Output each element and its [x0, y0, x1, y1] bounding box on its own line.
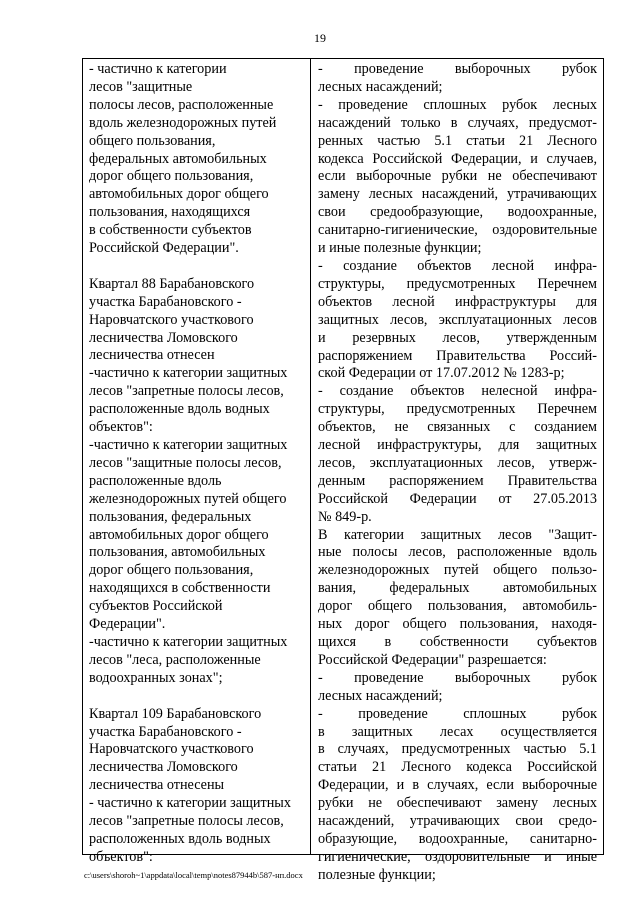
left-text-line: -частично к категории защитных	[89, 365, 288, 382]
right-text-line: Российской Федерации" разрешается:	[318, 651, 547, 668]
right-text-line: - проведение сплошных рубок лесных	[318, 96, 597, 113]
left-text-line: объектов":	[89, 848, 153, 865]
right-text-line: если выборочные рубки не обеспечивают	[318, 168, 597, 185]
left-text-line: федеральных автомобильных	[89, 150, 267, 167]
left-text-line: Наровчатского участкового	[89, 311, 254, 328]
left-text-line: лесничества отнесены	[89, 777, 225, 794]
left-text-line: Федерации".	[89, 616, 166, 633]
right-text-line: Федерации, и в случаях, если выборочные	[318, 777, 597, 794]
paragraph-gap	[89, 258, 306, 276]
left-text-line: водоохранных зонах";	[89, 669, 223, 686]
left-text-line: - частично к категории защитных	[89, 795, 291, 812]
left-text-line: вдоль железнодорожных путей	[89, 114, 277, 131]
left-text-line: Квартал 88 Барабановского	[89, 275, 255, 292]
right-text-line: ренных частью 5.1 статьи 21 Лесного	[318, 132, 597, 149]
right-text-line: лесных насаждений;	[318, 78, 443, 95]
right-text-line: № 849-р.	[318, 508, 372, 525]
file-path-footer: c:\users\shoroh~1\appdata\local\temp\notes87944b\587-нп.docx	[84, 870, 303, 880]
left-text-line: расположенные вдоль водных	[89, 401, 270, 418]
right-text-line: и резервных лесов, утвержденным	[318, 329, 597, 346]
left-text-line: расположенных вдоль водных	[89, 830, 271, 847]
left-text-line: лесов "леса, расположенные	[89, 651, 261, 668]
left-text-line: лесничества отнесен	[89, 347, 215, 364]
left-text-line: объектов":	[89, 419, 153, 436]
right-text-line: - создание объектов нелесной инфра-	[318, 383, 597, 400]
page-number: 19	[314, 31, 326, 45]
right-text-line: статьи 21 Лесного кодекса Российской	[318, 759, 597, 776]
right-text-line: железнодорожных путей общего пользо-	[318, 562, 597, 579]
left-text-line: дорог общего пользования,	[89, 562, 254, 579]
right-text-line: ные полосы лесов, расположенные вдоль	[318, 544, 597, 561]
left-column	[83, 59, 311, 865]
left-text-line: лесов "запретные полосы лесов,	[89, 383, 284, 400]
left-text-line: пользования, автомобильных	[89, 544, 266, 561]
right-text-line: - проведение выборочных рубок	[318, 61, 597, 77]
right-text-line: объектов, не связанных с созданием	[318, 419, 597, 436]
left-text-line: Российской Федерации".	[89, 240, 239, 257]
right-text-line: дорог общего пользования, автомобиль-	[318, 598, 597, 615]
left-text-line: Квартал 109 Барабановского	[89, 705, 262, 722]
paragraph-gap	[89, 688, 306, 706]
right-text-line: лесной инфраструктуры, для защитных	[318, 437, 597, 454]
right-text-line: насаждений только в случаях, предусмот-	[318, 114, 597, 131]
left-text-line: участка Барабановского -	[89, 293, 242, 310]
right-text-line: распоряжением Правительства Россий-	[318, 347, 597, 364]
right-text-line: В категории защитных лесов "Защит-	[318, 526, 597, 543]
left-text-line: дорог общего пользования,	[89, 168, 254, 185]
left-text-line: лесничества Ломовского	[89, 329, 238, 346]
right-text-line: щихся в собственности субъектов	[318, 634, 597, 650]
right-text-line: Российской Федерации от 27.05.2013	[318, 490, 597, 507]
right-text-line: гигиенические, оздоровительные и иные	[318, 848, 597, 865]
right-text-line: образующие, водоохранные, санитарно-	[318, 830, 597, 847]
left-text-line: в собственности субъектов	[89, 222, 252, 239]
right-text-line: насаждений, утрачивающих свои средо-	[318, 813, 597, 830]
left-text-line: лесов "защитные полосы лесов,	[89, 454, 282, 471]
right-text-line: ской Федерации от 17.07.2012 № 1283-р;	[318, 365, 565, 382]
right-text-line: - проведение выборочных рубок	[318, 669, 597, 686]
right-text-line: санитарно-гигиенические, оздоровительные	[318, 222, 597, 239]
right-text-line: кодекса Российской Федерации, и случаев,	[318, 150, 597, 167]
right-text-line: денным распоряжением Правительства	[318, 472, 597, 489]
left-text-line: лесов "защитные	[89, 78, 193, 95]
right-text-line: и иные полезные функции;	[318, 240, 482, 257]
left-text-line: Наровчатского участкового	[89, 741, 254, 758]
left-text-line: расположенные вдоль	[89, 472, 222, 489]
right-text-line: полезные функции;	[318, 866, 436, 883]
left-text-line: автомобильных дорог общего	[89, 186, 269, 203]
left-text-line: - частично к категории	[89, 61, 227, 77]
left-text-line: находящихся в собственности	[89, 580, 271, 597]
right-text-line: лесов, эксплуатационных лесов, утверж-	[318, 454, 597, 471]
right-text-line: рубки не обеспечивают замену лесных	[318, 795, 597, 812]
right-text-line: защитных лесов, эксплуатационных лесов	[318, 311, 597, 328]
left-text-line: -частично к категории защитных	[89, 437, 288, 454]
right-column	[311, 59, 603, 883]
left-text-line: железнодорожных путей общего	[89, 490, 287, 507]
right-text-line: в случаях, предусмотренных частью 5.1	[318, 741, 597, 758]
left-text-line: пользования, федеральных	[89, 508, 252, 525]
left-text-line: участка Барабановского -	[89, 723, 242, 740]
left-text-line: общего пользования,	[89, 132, 216, 149]
right-text-line: лесных насаждений;	[318, 687, 443, 704]
right-text-line: структуры, предусмотренных Перечнем	[318, 275, 597, 292]
left-text-line: автомобильных дорог общего	[89, 526, 269, 543]
right-text-line: ных дорог общего пользования, находя-	[318, 616, 597, 633]
left-text-line: субъектов Российской	[89, 598, 223, 615]
right-text-line: в защитных лесах осуществляется	[318, 723, 597, 740]
left-text-line: -частично к категории защитных	[89, 633, 288, 650]
left-text-line: лесов "запретные полосы лесов,	[89, 813, 284, 830]
left-text-line: пользования, находящихся	[89, 204, 251, 221]
right-text-line: объектов лесной инфраструктуры для	[318, 293, 597, 310]
right-text-line: - создание объектов лесной инфра-	[318, 257, 597, 274]
left-text-line: полосы лесов, расположенные	[89, 96, 274, 113]
right-text-line: структуры, предусмотренных Перечнем	[318, 401, 597, 418]
left-text-line: лесничества Ломовского	[89, 759, 238, 776]
right-text-line: свои средообразующие, водоохранные,	[318, 204, 597, 221]
right-text-line: - проведение сплошных рубок	[318, 705, 597, 722]
right-text-line: вания, федеральных автомобильных	[318, 580, 597, 597]
right-text-line: замену лесных насаждений, утрачивающих	[318, 186, 597, 203]
